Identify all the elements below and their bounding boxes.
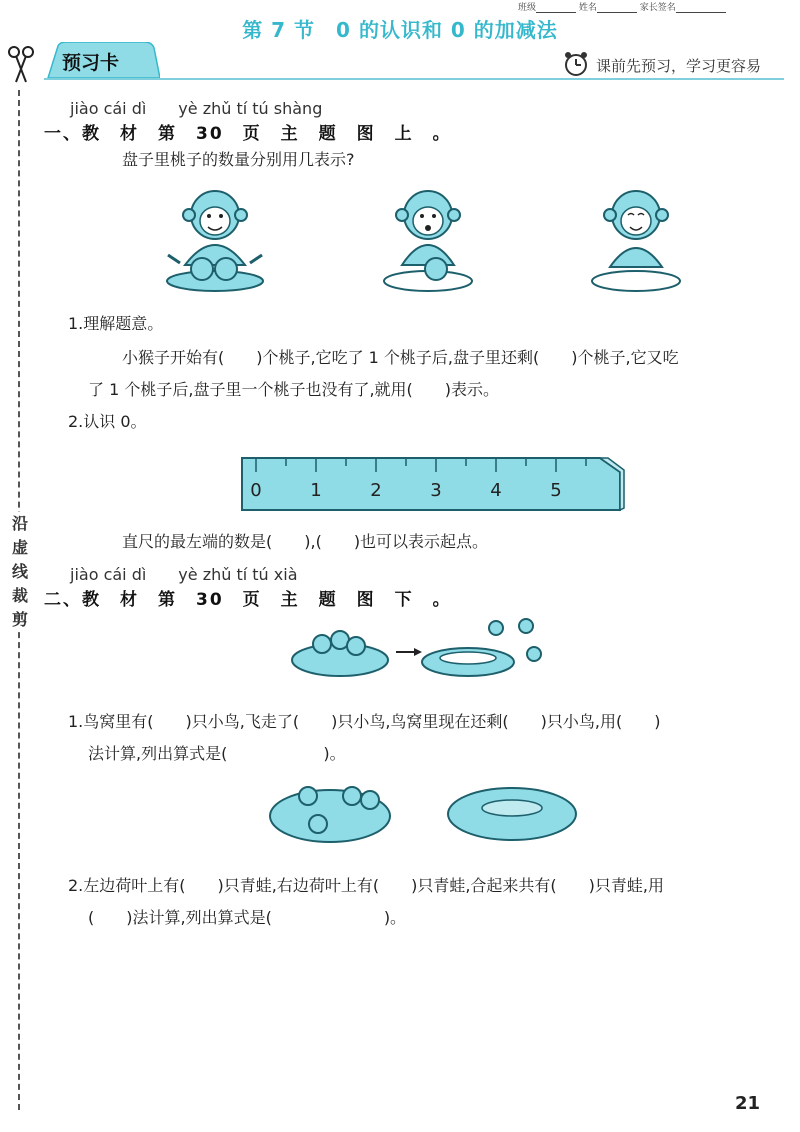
section1-item2-text: 直尺的最左端的数是( ),( )也可以表示起点。 <box>122 532 489 551</box>
scissors-icon <box>6 44 36 84</box>
header-fields <box>518 0 726 13</box>
section2-heading: 二、教 材 第 30 页 主 题 图 下 。 <box>44 590 452 610</box>
monkey-with-one-peach-image <box>382 185 474 297</box>
ruler-number-0: 0 <box>250 480 262 501</box>
section2-item1-line2: 法计算,列出算式是( )。 <box>88 744 346 763</box>
page-title: 第 7 节 0 的认识和 0 的加减法 <box>242 18 558 42</box>
section2-item1-line1: 1.鸟窝里有( )只小鸟,飞走了( )只小鸟,鸟窝里现在还剩( )只小鸟,用( ) <box>68 712 661 731</box>
birds-nest-image <box>290 614 552 686</box>
section2-item2-line2: ( )法计算,列出算式是( )。 <box>88 908 407 927</box>
monkey-with-two-peaches-image <box>160 185 270 297</box>
section1-item1-line1: 小猴子开始有( )个桃子,它吃了 1 个桃子后,盘子里还剩( )个桃子,它又吃 <box>122 348 679 367</box>
ruler-number-3: 3 <box>430 480 442 501</box>
slogan: 课前先预习，学习更容易 <box>596 57 762 75</box>
parent-sign-field-label: 家长签名 <box>639 3 676 13</box>
cut-label: 沿 虚 线 裁 剪 <box>8 512 32 632</box>
section1-pinyin: jiào cái dì yè zhǔ tí tú shàng <box>70 99 323 118</box>
section1-question: 盘子里桃子的数量分别用几表示? <box>122 150 355 169</box>
ruler-number-1: 1 <box>310 480 322 501</box>
section2-pinyin: jiào cái dì yè zhǔ tí tú xià <box>70 565 298 584</box>
alarm-clock-icon <box>562 50 590 78</box>
header-rule <box>44 78 784 80</box>
ruler-number-5: 5 <box>550 480 562 501</box>
section1-item1-line2: 了 1 个桃子后,盘子里一个桃子也没有了,就用( )表示。 <box>88 380 500 399</box>
ruler-number-4: 4 <box>490 480 502 501</box>
class-field-label: 班级 <box>518 3 537 13</box>
name-field-label: 姓名 <box>578 3 597 13</box>
section1-item2-title: 2.认识 0。 <box>68 412 147 431</box>
section2-item2-line1: 2.左边荷叶上有( )只青蛙,右边荷叶上有( )只青蛙,合起来共有( )只青蛙,用 <box>68 876 664 895</box>
monkey-empty-plate-image <box>588 185 684 297</box>
section1-heading: 一、教 材 第 30 页 主 题 图 上 。 <box>44 124 452 144</box>
ruler-image <box>238 454 626 520</box>
ruler-number-2: 2 <box>370 480 382 501</box>
section1-item1-title: 1.理解题意。 <box>68 314 164 333</box>
tab-label: 预习卡 <box>62 52 120 74</box>
frogs-lotus-leaves-image <box>268 774 580 848</box>
page-number: 21 <box>734 1093 760 1114</box>
